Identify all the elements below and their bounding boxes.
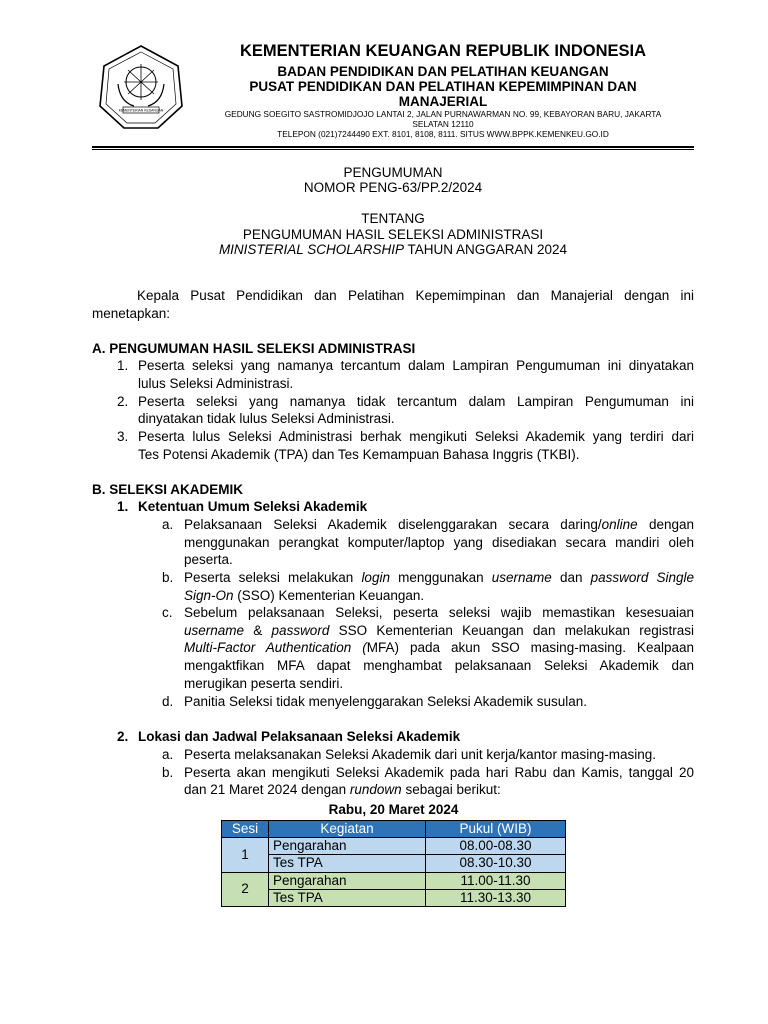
scholarship-name: MINISTERIAL SCHOLARSHIP — [218, 242, 404, 257]
doc-number: NOMOR PENG-63/PP.2/2024 — [303, 180, 483, 195]
doc-about: TENTANG — [361, 211, 425, 226]
b1-c-line2: username & password SSO Kementerian Keuangan dan melakukan registrasi — [184, 623, 694, 638]
b1-a-line3: peserta. — [184, 552, 233, 567]
center-name-line2: MANAJERIAL — [398, 94, 488, 109]
schedule-table — [221, 820, 566, 907]
activity-cell: Pengarahan — [269, 838, 426, 855]
center-name — [196, 79, 690, 109]
ministry-logo — [98, 44, 184, 130]
doc-type: PENGUMUMAN — [343, 165, 443, 180]
b2-b-line1: Peserta akan mengikuti Seleksi Akademik pada hari Rabu dan Kamis, tanggal 20 — [184, 765, 694, 780]
b1-c-letter: c. — [162, 605, 173, 620]
center-name-line1: PUSAT PENDIDIKAN DAN PELATIHAN KEPEMIMPINAN DAN — [249, 79, 637, 94]
address-line1: GEDUNG SOEGITO SASTROMIDJOJO LANTAI 2, JALAN PURNAWARMAN NO. 99, KEBAYORAN BARU, JAKARTA — [224, 109, 662, 119]
b1-d-line1: Panitia Seleksi tidak menyelenggarakan Seleksi Akademik susulan. — [184, 694, 587, 709]
b2-a-line1: Peserta melaksanakan Seleksi Akademik dari unit kerja/kantor masing-masing. — [184, 747, 656, 762]
doc-subject-line1: PENGUMUMAN HASIL SELEKSI ADMINISTRASI — [242, 227, 544, 242]
activity-cell: Tes TPA — [269, 889, 426, 906]
a-item2-line2: dinyatakan tidak lulus Seleksi Administrasi. — [138, 411, 395, 426]
header-pukul: Pukul (WIB) — [426, 821, 566, 838]
b1-c-line1: Sebelum pelaksanaan Seleksi, peserta seleksi wajib memastikan kesesuaian — [184, 605, 694, 620]
table-row — [222, 872, 566, 889]
section-b-heading: B. SELEKSI AKADEMIK — [92, 482, 244, 497]
b-sub2-num: 2. — [117, 729, 129, 744]
session-number: 2 — [222, 872, 269, 906]
b1-a-line1: Pelaksanaan Seleksi Akademik diselenggarakan secara daring/online dengan — [184, 517, 694, 532]
header-kegiatan: Kegiatan — [269, 821, 426, 838]
a-item3-line2: Tes Potensi Akademik (TPA) dan Tes Kemampuan Bahasa Inggris (TKBI). — [138, 447, 580, 462]
table-row — [222, 838, 566, 855]
agency-name: BADAN PENDIDIKAN DAN PELATIHAN KEUANGAN — [277, 64, 609, 79]
time-cell: 11.00-11.30 — [426, 872, 566, 889]
a-item2-line1: Peserta seleksi yang namanya tidak tercantum dalam Lampiran Pengumuman ini — [138, 394, 694, 409]
address — [196, 109, 690, 129]
b1-a-letter: a. — [162, 517, 174, 532]
ministry-name: KEMENTERIAN KEUANGAN REPUBLIK INDONESIA — [239, 42, 647, 60]
table-header-row — [222, 821, 566, 838]
schedule-caption: Rabu, 20 Maret 2024 — [328, 802, 459, 817]
a-item1-line2: lulus Seleksi Administrasi. — [138, 376, 294, 391]
b1-c-line3: Multi-Factor Authentication (MFA) pada akun SSO masing-masing. Kealpaan — [184, 640, 694, 655]
time-cell: 08.30-10.30 — [426, 855, 566, 872]
b2-b-line2: dan 21 Maret 2024 dengan rundown sebagai berikut: — [184, 782, 501, 797]
b-sub1-num: 1. — [117, 499, 129, 514]
intro-line1: Kepala Pusat Pendidikan dan Pelatihan Kepemimpinan dan Manajerial dengan ini — [137, 288, 694, 303]
time-cell: 08.00-08.30 — [426, 838, 566, 855]
section-a-heading: A. PENGUMUMAN HASIL SELEKSI ADMINISTRASI — [92, 341, 416, 356]
table-row — [222, 855, 566, 872]
b1-a-line2: menggunakan perangkat komputer/laptop yang disediakan secara mandiri oleh — [184, 535, 694, 550]
a-item3-line1: Peserta lulus Seleksi Administrasi berhak mengikuti Seleksi Akademik yang terdiri dari — [138, 429, 694, 444]
a-item3-num: 3. — [117, 429, 129, 444]
b1-c-line4: mengaktfikan MFA dapat menghambat pelaksanaan Seleksi Akademik dan — [184, 658, 694, 673]
activity-cell: Tes TPA — [269, 855, 426, 872]
header-sesi: Sesi — [222, 821, 269, 838]
letterhead-divider — [92, 146, 694, 148]
activity-cell: Pengarahan — [269, 872, 426, 889]
b1-b-line2: Sign-On (SSO) Kementerian Keuangan. — [184, 588, 425, 603]
b-sub2-title: Lokasi dan Jadwal Pelaksanaan Seleksi Akademik — [138, 729, 461, 744]
letterhead-divider-thin — [92, 149, 694, 150]
b2-a-letter: a. — [162, 747, 174, 762]
b-sub1-title: Ketentuan Umum Seleksi Akademik — [138, 499, 368, 514]
intro-line2: menetapkan: — [92, 306, 171, 321]
b1-b-line1: Peserta seleksi melakukan login menggunakan username dan password Single — [184, 570, 695, 585]
seal-caption: KEMENTERIAN KEUANGAN — [118, 108, 164, 113]
ministry-seal-icon — [98, 44, 184, 130]
session-number: 1 — [222, 838, 269, 872]
address-line2: SELATAN 12110 — [412, 119, 474, 129]
a-item1-num: 1. — [117, 358, 129, 373]
a-item2-num: 2. — [117, 394, 129, 409]
b1-d-letter: d. — [162, 694, 174, 709]
table-row — [222, 889, 566, 906]
contact-info: TELEPON (021)7244490 EXT. 8101, 8108, 8111. SITUS WWW.BPPK.KEMENKEU.GO.ID — [277, 129, 609, 139]
time-cell: 11.30-13.30 — [426, 889, 566, 906]
b1-c-line5: merugikan peserta sendiri. — [184, 676, 344, 691]
b1-b-letter: b. — [162, 570, 174, 585]
b2-b-letter: b. — [162, 765, 174, 780]
doc-subject-line2: MINISTERIAL SCHOLARSHIP TAHUN ANGGARAN 2024 — [218, 242, 568, 257]
a-item1-line1: Peserta seleksi yang namanya tercantum dalam Lampiran Pengumuman ini dinyatakan — [138, 358, 694, 373]
